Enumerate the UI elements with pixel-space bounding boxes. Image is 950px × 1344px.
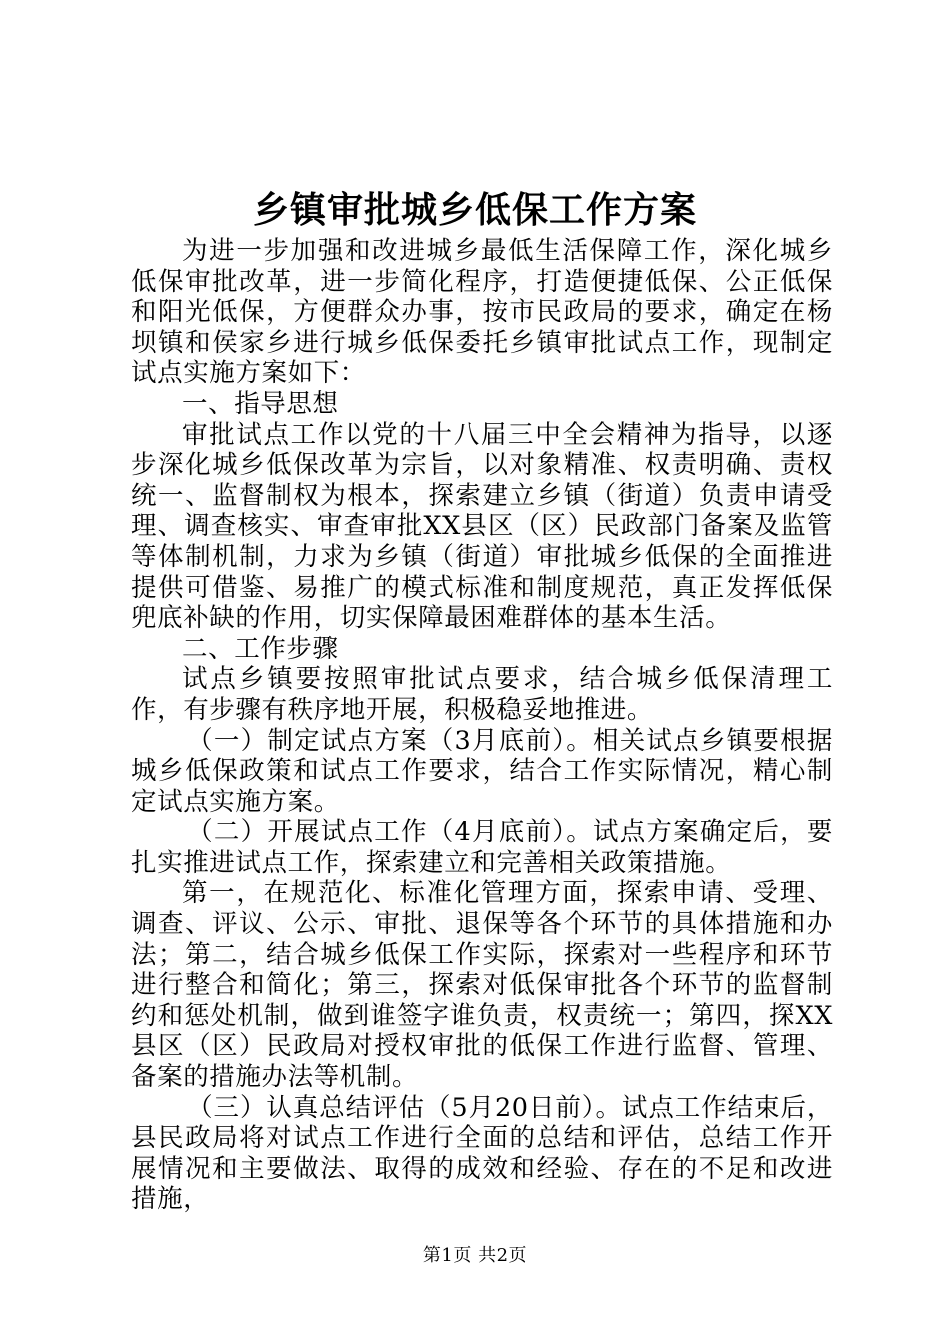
page-title: 乡镇审批城乡低保工作方案	[252, 189, 697, 231]
step-two-paragraph: （二）开展试点工作（4月底前）。试点方案确定后，要扎实推进试点工作，探索建立和完善相关政策措施。	[131, 817, 833, 878]
section-heading-work-steps: 二、工作步骤	[182, 633, 339, 664]
step-two-details-paragraph: 第一，在规范化、标准化管理方面，探索申请、受理、调查、评议、公示、审批、退保等各个环节的具体措施和办法；第二，结合城乡低保工作实际，探索对一些程序和环节进行整合和简化；第三，探索对低保审批各个环节的监督制约和惩处机制，做到谁签字谁负责，权责统一；第四，探XX县区（区）民政局对授权审批的低保工作进行监督、管理、备案的措施办法等机制。	[131, 878, 833, 1093]
step-one-paragraph: （一）制定试点方案（3月底前）。相关试点乡镇要根据城乡低保政策和试点工作要求，结合工作实际情况，精心制定试点实施方案。	[131, 725, 833, 817]
work-steps-paragraph: 试点乡镇要按照审批试点要求，结合城乡低保清理工作，有步骤有秩序地开展，积极稳妥地推进。	[131, 664, 833, 725]
guiding-thought-paragraph: 审批试点工作以党的十八届三中全会精神为指导，以逐步深化城乡低保改革为宗旨，以对象精准、权责明确、责权统一、监督制权为根本，探索建立乡镇（街道）负责申请受理、调查核实、审查审批XX县区（区）民政部门备案及监管等体制机制，力求为乡镇（街道）审批城乡低保的全面推进提供可借鉴、易推广的模式标准和制度规范，真正发挥低保兜底补缺的作用，切实保障最困难群体的基本生活。	[131, 419, 833, 634]
step-three-paragraph: （三）认真总结评估（5月20日前）。试点工作结束后，县民政局将对试点工作进行全面的总结和评估，总结工作开展情况和主要做法、取得的成效和经验、存在的不足和改进措施，	[131, 1092, 833, 1215]
page-number-footer: 第1页 共2页	[422, 1245, 528, 1266]
document-body	[131, 236, 833, 1215]
intro-paragraph: 为进一步加强和改进城乡最低生活保障工作，深化城乡低保审批改革，进一步简化程序，打造便捷低保、公正低保和阳光低保，方便群众办事，按市民政局的要求，确定在杨坝镇和侯家乡进行城乡低保委托乡镇审批试点工作，现制定试点实施方案如下：	[131, 236, 833, 389]
section-heading-guiding-thought: 一、指导思想	[182, 388, 339, 419]
